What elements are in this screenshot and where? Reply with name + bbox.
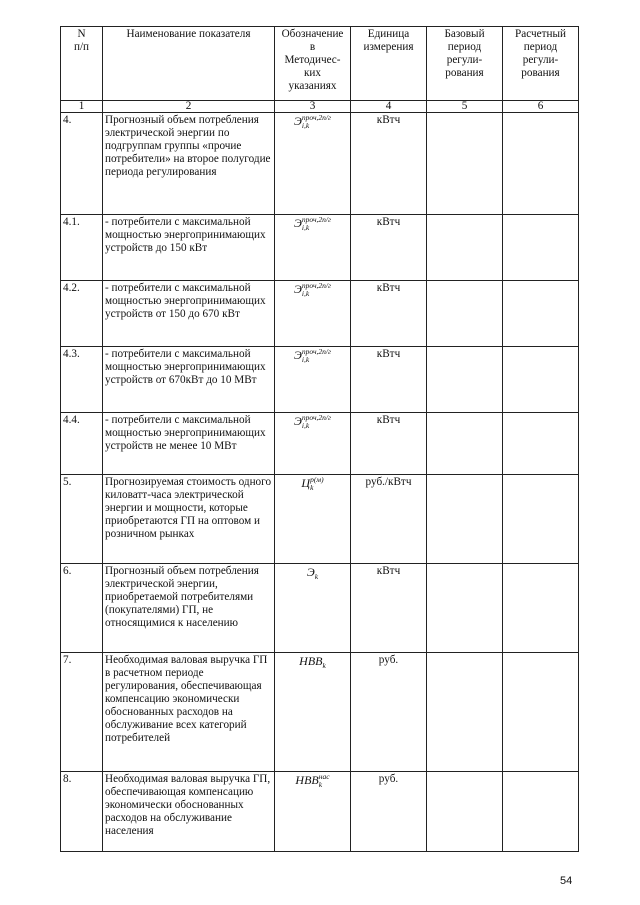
calc-period-value xyxy=(503,281,579,347)
indicator-symbol xyxy=(275,772,351,852)
header-line: ких xyxy=(303,67,322,79)
indicator-symbol xyxy=(275,113,351,215)
symbol-base: НВВ xyxy=(295,772,319,787)
page-number: 54 xyxy=(560,875,573,887)
indicators-table xyxy=(60,26,579,852)
symbol-indices xyxy=(322,654,325,670)
symbol-subscript: k xyxy=(314,572,319,581)
indicator-name: Прогнозный объем потребления электрической энергии по подгруппам группы «прочие потребители» на второе полугодие периода регулирования xyxy=(103,113,275,215)
indicator-symbol xyxy=(275,347,351,413)
calc-period-value xyxy=(503,653,579,772)
row-number: 7. xyxy=(61,653,103,772)
symbol-indices xyxy=(302,216,331,232)
calc-period-value xyxy=(503,413,579,475)
indicator-unit: кВтч xyxy=(351,113,427,215)
header-line: Методичес- xyxy=(284,54,341,66)
symbol-superscript: проч,2п/г xyxy=(301,347,331,356)
header-line: регули- xyxy=(446,54,483,66)
base-period-value xyxy=(427,281,503,347)
symbol-subscript: i,k xyxy=(301,289,310,298)
row-number: 4.1. xyxy=(61,215,103,281)
symbol-indices xyxy=(302,114,331,130)
indicator-symbol xyxy=(275,281,351,347)
symbol-formula xyxy=(294,414,331,428)
symbol-base: НВВ xyxy=(299,653,323,668)
indicator-symbol xyxy=(275,413,351,475)
symbol-base: Э xyxy=(306,564,315,579)
header-line: п/п xyxy=(73,41,90,53)
indicator-unit: руб. xyxy=(351,653,427,772)
header-unit xyxy=(351,27,427,101)
symbol-subscript: i,k xyxy=(301,355,310,364)
symbol-formula xyxy=(299,654,326,668)
symbol-subscript: k xyxy=(318,780,323,789)
header-line: Расчетный xyxy=(515,28,566,40)
base-period-value xyxy=(427,413,503,475)
table-header-row xyxy=(61,27,579,101)
column-number: 6 xyxy=(503,101,579,113)
symbol-superscript: проч,2п/г xyxy=(301,215,331,224)
header-symbol xyxy=(275,27,351,101)
table-row xyxy=(61,281,579,347)
header-line: Базовый xyxy=(444,28,485,40)
indicator-unit: руб./кВтч xyxy=(351,475,427,564)
indicator-unit: кВтч xyxy=(351,564,427,653)
column-number: 1 xyxy=(61,101,103,113)
header-line: в xyxy=(309,41,316,53)
indicator-symbol xyxy=(275,653,351,772)
symbol-indices xyxy=(302,348,331,364)
symbol-superscript: нас xyxy=(318,772,330,781)
indicator-name: - потребители с максимальной мощностью энергопринимающих устройств не менее 10 МВт xyxy=(103,413,275,475)
symbol-formula xyxy=(294,348,331,362)
symbol-indices xyxy=(302,414,331,430)
symbol-formula xyxy=(294,114,331,128)
row-number: 4.4. xyxy=(61,413,103,475)
header-line: N xyxy=(77,28,86,40)
symbol-superscript: р(м) xyxy=(310,475,324,484)
column-number-row xyxy=(61,101,579,113)
indicator-name: - потребители с максимальной мощностью энергопринимающих устройств до 150 кВт xyxy=(103,215,275,281)
indicator-name: - потребители с максимальной мощностью энергопринимающих устройств от 150 до 670 кВт xyxy=(103,281,275,347)
symbol-superscript: проч,2п/г xyxy=(301,113,331,122)
header-calc-period xyxy=(503,27,579,101)
symbol-superscript: проч,2п/г xyxy=(301,413,331,422)
table-row xyxy=(61,215,579,281)
symbol-indices xyxy=(319,773,330,789)
symbol-base: Э xyxy=(294,113,302,128)
header-line: указаниях xyxy=(288,80,337,92)
symbol-formula xyxy=(301,476,323,490)
symbol-base: Э xyxy=(294,281,302,296)
symbol-base: Э xyxy=(294,413,302,428)
symbol-subscript: i,k xyxy=(301,223,310,232)
base-period-value xyxy=(427,215,503,281)
symbol-base: Э xyxy=(294,215,302,230)
symbol-indices xyxy=(302,282,331,298)
symbol-subscript: k xyxy=(322,661,326,670)
symbol-base: Ц xyxy=(301,475,311,490)
calc-period-value xyxy=(503,475,579,564)
indicator-name: Прогнозный объем потребления электрической энергии, приобретаемой потребителями (покупателями) ГП, не относящимися к населению xyxy=(103,564,275,653)
header-name xyxy=(103,27,275,101)
table-row xyxy=(61,113,579,215)
base-period-value xyxy=(427,347,503,413)
table-row xyxy=(61,772,579,852)
header-line: период xyxy=(447,41,482,53)
indicator-symbol xyxy=(275,564,351,653)
symbol-subscript: i,k xyxy=(301,121,310,130)
symbol-indices xyxy=(310,476,324,492)
table-row xyxy=(61,475,579,564)
header-line: Наименование показателя xyxy=(126,28,251,40)
indicator-name: Необходимая валовая выручка ГП в расчетном периоде регулирования, обеспечивающая компенсацию экономически обоснованных расходов на обслуживание всех категорий потребителей xyxy=(103,653,275,772)
header-num xyxy=(61,27,103,101)
indicator-name: Прогнозируемая стоимость одного киловатт-часа электрической энергии и мощности, которые приобретаются ГП на оптовом и розничном рынках xyxy=(103,475,275,564)
indicator-symbol xyxy=(275,475,351,564)
base-period-value xyxy=(427,653,503,772)
indicator-symbol xyxy=(275,215,351,281)
column-number: 3 xyxy=(275,101,351,113)
row-number: 8. xyxy=(61,772,103,852)
header-line: рования xyxy=(445,67,484,79)
table-row xyxy=(61,413,579,475)
symbol-superscript: проч,2п/г xyxy=(301,281,331,290)
header-base-period xyxy=(427,27,503,101)
symbol-subscript: k xyxy=(310,483,314,492)
row-number: 6. xyxy=(61,564,103,653)
symbol-subscript: i,k xyxy=(301,421,310,430)
calc-period-value xyxy=(503,564,579,653)
table-row xyxy=(61,347,579,413)
row-number: 4.3. xyxy=(61,347,103,413)
symbol-formula xyxy=(307,565,318,579)
calc-period-value xyxy=(503,113,579,215)
header-line: Единица xyxy=(367,28,410,40)
calc-period-value xyxy=(503,347,579,413)
calc-period-value xyxy=(503,215,579,281)
row-number: 4.2. xyxy=(61,281,103,347)
header-line: период xyxy=(523,41,558,53)
base-period-value xyxy=(427,772,503,852)
indicator-name: - потребители с максимальной мощностью энергопринимающих устройств от 670кВт до 10 МВт xyxy=(103,347,275,413)
symbol-formula xyxy=(295,773,329,787)
symbol-base: Э xyxy=(294,347,302,362)
indicator-unit: кВтч xyxy=(351,413,427,475)
indicator-unit: руб. xyxy=(351,772,427,852)
header-line: регули- xyxy=(522,54,559,66)
column-number: 2 xyxy=(103,101,275,113)
symbol-indices xyxy=(315,565,318,581)
symbol-formula xyxy=(294,216,331,230)
header-line: рования xyxy=(521,67,560,79)
base-period-value xyxy=(427,564,503,653)
header-line: измерения xyxy=(363,41,414,53)
table-row xyxy=(61,564,579,653)
indicator-name: Необходимая валовая выручка ГП, обеспечивающая компенсацию экономически обоснованных расходов на обслуживание населения xyxy=(103,772,275,852)
indicator-unit: кВтч xyxy=(351,347,427,413)
column-number: 5 xyxy=(427,101,503,113)
indicator-unit: кВтч xyxy=(351,281,427,347)
symbol-formula xyxy=(294,282,331,296)
base-period-value xyxy=(427,113,503,215)
table-row xyxy=(61,653,579,772)
column-number: 4 xyxy=(351,101,427,113)
indicator-unit: кВтч xyxy=(351,215,427,281)
header-line: Обозначение xyxy=(281,28,344,40)
calc-period-value xyxy=(503,772,579,852)
row-number: 5. xyxy=(61,475,103,564)
base-period-value xyxy=(427,475,503,564)
row-number: 4. xyxy=(61,113,103,215)
